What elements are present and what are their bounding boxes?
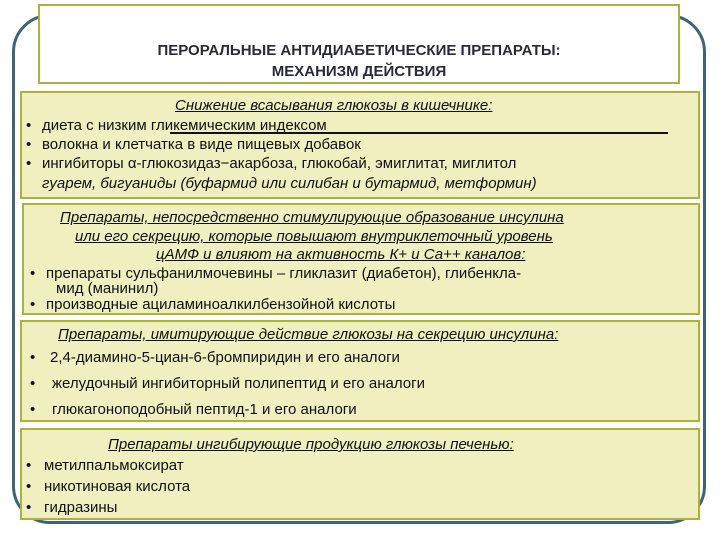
section3-heading: Препараты, имитирующие действие глюкозы на секрецию инсулина:: [58, 326, 559, 343]
section1-heading: Снижение всасывания глюкозы в кишечнике:: [175, 97, 493, 114]
bullet-icon: •: [30, 265, 36, 282]
title-line-2: МЕХАНИЗМ ДЕЙСТВИЯ: [271, 63, 447, 80]
section4-item-3: гидразины: [44, 499, 118, 516]
section4-heading: Препараты ингибирующие продукцию глюкозы печенью:: [108, 436, 514, 453]
section2-item-1-line-1: препараты сульфанилмочевины – гликлазит (диабетон), глибенкла-: [46, 265, 522, 282]
title-line-1: ПЕРОРАЛЬНЫЕ АНТИДИАБЕТИЧЕСКИЕ ПРЕПАРАТЫ:: [157, 42, 561, 59]
section3-item-2: желудочный ингибиторный полипептид и его аналоги: [52, 375, 425, 392]
bullet-icon: •: [26, 155, 32, 172]
bullet-icon: •: [26, 457, 32, 474]
bullet-icon: •: [26, 117, 32, 134]
bullet-icon: •: [30, 296, 36, 313]
section2-item-1-line-2: мид (манинил): [56, 280, 159, 297]
title-box: [38, 4, 680, 84]
bullet-icon: •: [26, 136, 32, 153]
section4-item-1: метилпальмоксират: [44, 457, 184, 474]
bullet-icon: •: [30, 349, 36, 366]
section2-item-2: производные ациламиноалкилбензойной кислоты: [46, 296, 396, 313]
bullet-icon: •: [30, 401, 36, 418]
section2-heading-line-3: цАМФ и влияют на активность К+ и Са++ каналов:: [156, 246, 526, 263]
bullet-icon: •: [26, 478, 32, 495]
section3-item-3: глюкагоноподобный пептид-1 и его аналоги: [52, 401, 357, 418]
bullet-icon: •: [26, 499, 32, 516]
section4-item-2: никотиновая кислота: [44, 478, 191, 495]
section1-item-1: диета с низким гликемическим индексом: [42, 117, 327, 134]
section2-heading-line-2: или его секрецию, которые повышают внутриклеточный уровень: [75, 228, 553, 245]
bullet-icon: •: [30, 375, 36, 392]
section1-extra: гуарем, бигуаниды (буфармид или силибан и бутармид, метформин): [42, 175, 537, 192]
section2-heading-line-1: Препараты, непосредственно стимулирующие образование инсулина: [60, 209, 564, 226]
section1-item-2: волокна и клетчатка в виде пищевых добавок: [42, 136, 361, 153]
section3-item-1: 2,4-диамино-5-циан-6-бромпиридин и его аналоги: [50, 349, 400, 366]
section1-item-3: ингибиторы α-глюкозидаз−акарбоза, глюкобай, эмиглитат, миглитол: [42, 155, 517, 172]
